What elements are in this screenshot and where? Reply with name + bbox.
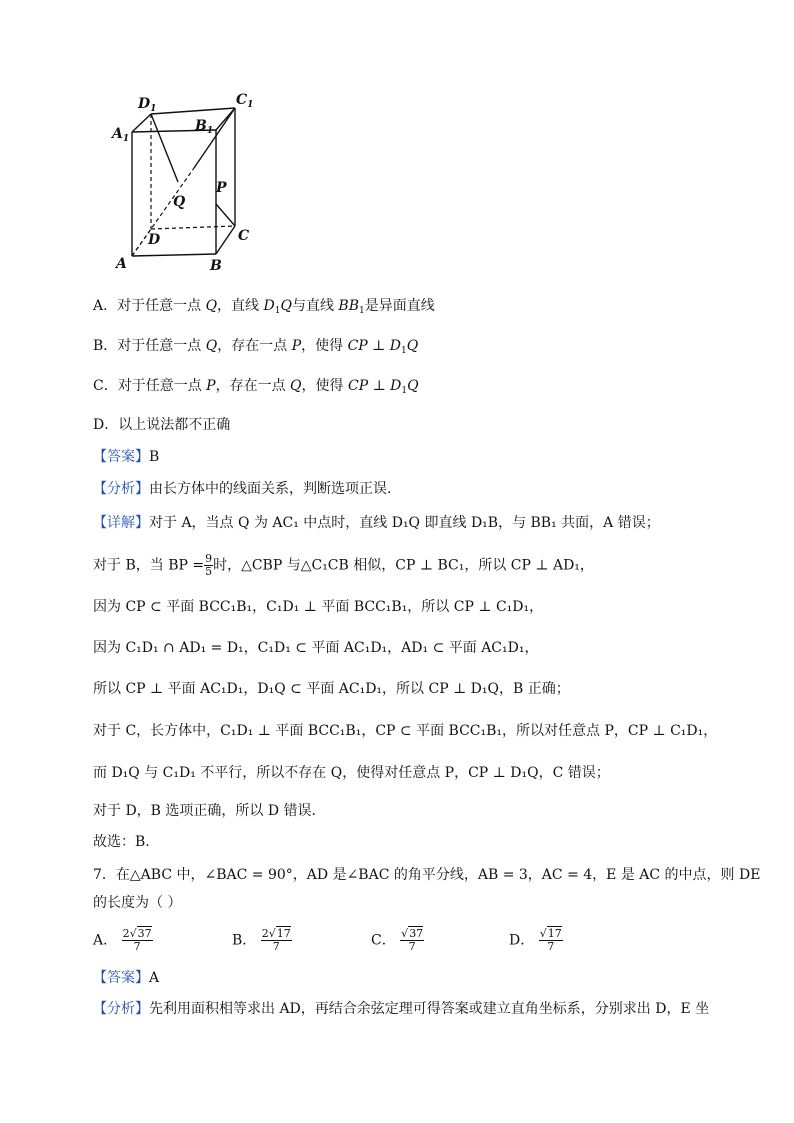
label-d1: $D_1$ (138, 96, 157, 114)
option-d: D．以上说法都不正确 (93, 417, 231, 433)
answer-tag: 【答案】 (93, 449, 149, 465)
label-b: B (210, 258, 222, 274)
q7-option-a: A． $\frac{2√37}{7}$ (93, 927, 152, 953)
detail-line-9: 故选：B. (93, 834, 150, 850)
diagonal-ac1-upper (194, 108, 235, 168)
analysis-2: 【分析】先利用面积相等求出 AD，再结合余弦定理可得答案或建立直角坐标系，分别求出 D，E 坐 (93, 1001, 710, 1017)
edge-bc (216, 226, 235, 254)
option-b: B．对于任意一点 Q，存在一点 P，使得 CP ⊥ $D_1Q$ (93, 338, 419, 356)
detail-line-5: 所以 CP ⊥ 平面 AC₁D₁，D₁Q ⊂ 平面 AC₁D₁，所以 CP ⊥ D₁Q，B 正确； (93, 681, 570, 697)
label-p: P (216, 180, 227, 196)
label-c1: $C_1$ (236, 92, 254, 110)
detail-line-7: 而 D₁Q 与 C₁D₁ 不平行，所以不存在 Q，使得对任意点 P，CP ⊥ D₁Q，C 错误； (93, 765, 610, 781)
label-d: D (148, 232, 161, 248)
option-a: A．对于任意一点 Q，直线 $D_1Q$与直线 $BB_1$是异面直线 (93, 298, 435, 316)
fraction-9-5: $\frac{9}{5}$ (205, 552, 213, 578)
q7-option-c: C． $\frac{√37}{7}$ (371, 927, 424, 953)
answer-1: 【答案】B (93, 449, 160, 465)
question-7-line-1: 7．在△ABC 中，∠BAC = 90°，AD 是∠BAC 的角平分线，AB = 3，AC = 4，E 是 AC 的中点，则 DE (93, 867, 761, 883)
answer-tag-2: 【答案】 (93, 970, 149, 986)
label-b1: $B_1$ (195, 118, 214, 136)
detail-tag: 【详解】 (93, 515, 149, 531)
segment-cp (216, 204, 235, 226)
label-a1: $A_1$ (112, 126, 130, 144)
question-7-line-2: 的长度为（ ） (93, 895, 182, 911)
q7-option-b: B． $\frac{2√17}{7}$ (232, 927, 291, 953)
detail-line-6: 对于 C，长方体中，C₁D₁ ⊥ 平面 BCC₁B₁，CP ⊂ 平面 BCC₁B₁，所以对任意点 P，CP ⊥ C₁D₁， (93, 723, 718, 739)
detail-line-3: 因为 CP ⊂ 平面 BCC₁B₁，C₁D₁ ⊥ 平面 BCC₁B₁，所以 CP ⊥ C₁D₁， (93, 599, 544, 615)
hidden-edge-dc (151, 226, 235, 229)
detail-line-1: 【详解】对于 A，当点 Q 为 AC₁ 中点时，直线 D₁Q 即直线 D₁B，与 BB₁ 共面，A 错误； (93, 515, 660, 531)
analysis-1: 【分析】由长方体中的线面关系，判断选项正误. (93, 481, 392, 497)
edge-d1c1 (151, 108, 235, 114)
detail-line-4: 因为 C₁D₁ ∩ AD₁ = D₁，C₁D₁ ⊂ 平面 AC₁D₁，AD₁ ⊂ 平面 AC₁D₁， (93, 640, 539, 656)
label-a: A (116, 256, 127, 272)
analysis-tag: 【分析】 (93, 481, 149, 497)
cuboid-figure (108, 86, 258, 276)
q7-option-d: D． $\frac{√17}{7}$ (509, 927, 562, 953)
label-c: C (238, 228, 250, 244)
edge-ab (132, 254, 216, 256)
edge-a1d1 (132, 114, 151, 132)
detail-line-2: 对于 B，当 BP = $\frac{9}{5}$ 时，△CBP 与△C₁CB 相似，CP ⊥ BC₁，所以 CP ⊥ AD₁， (93, 552, 594, 578)
detail-line-8: 对于 D，B 选项正确，所以 D 错误. (93, 803, 316, 819)
diagonal-ac1-lower (132, 168, 194, 256)
answer-2: 【答案】A (93, 970, 160, 986)
label-q: Q (173, 194, 186, 210)
option-c: C．对于任意一点 P，存在一点 Q，使得 CP ⊥ $D_1Q$ (93, 378, 419, 396)
diagonal-d1b-upper (151, 114, 178, 182)
analysis-tag-2: 【分析】 (93, 1001, 149, 1017)
